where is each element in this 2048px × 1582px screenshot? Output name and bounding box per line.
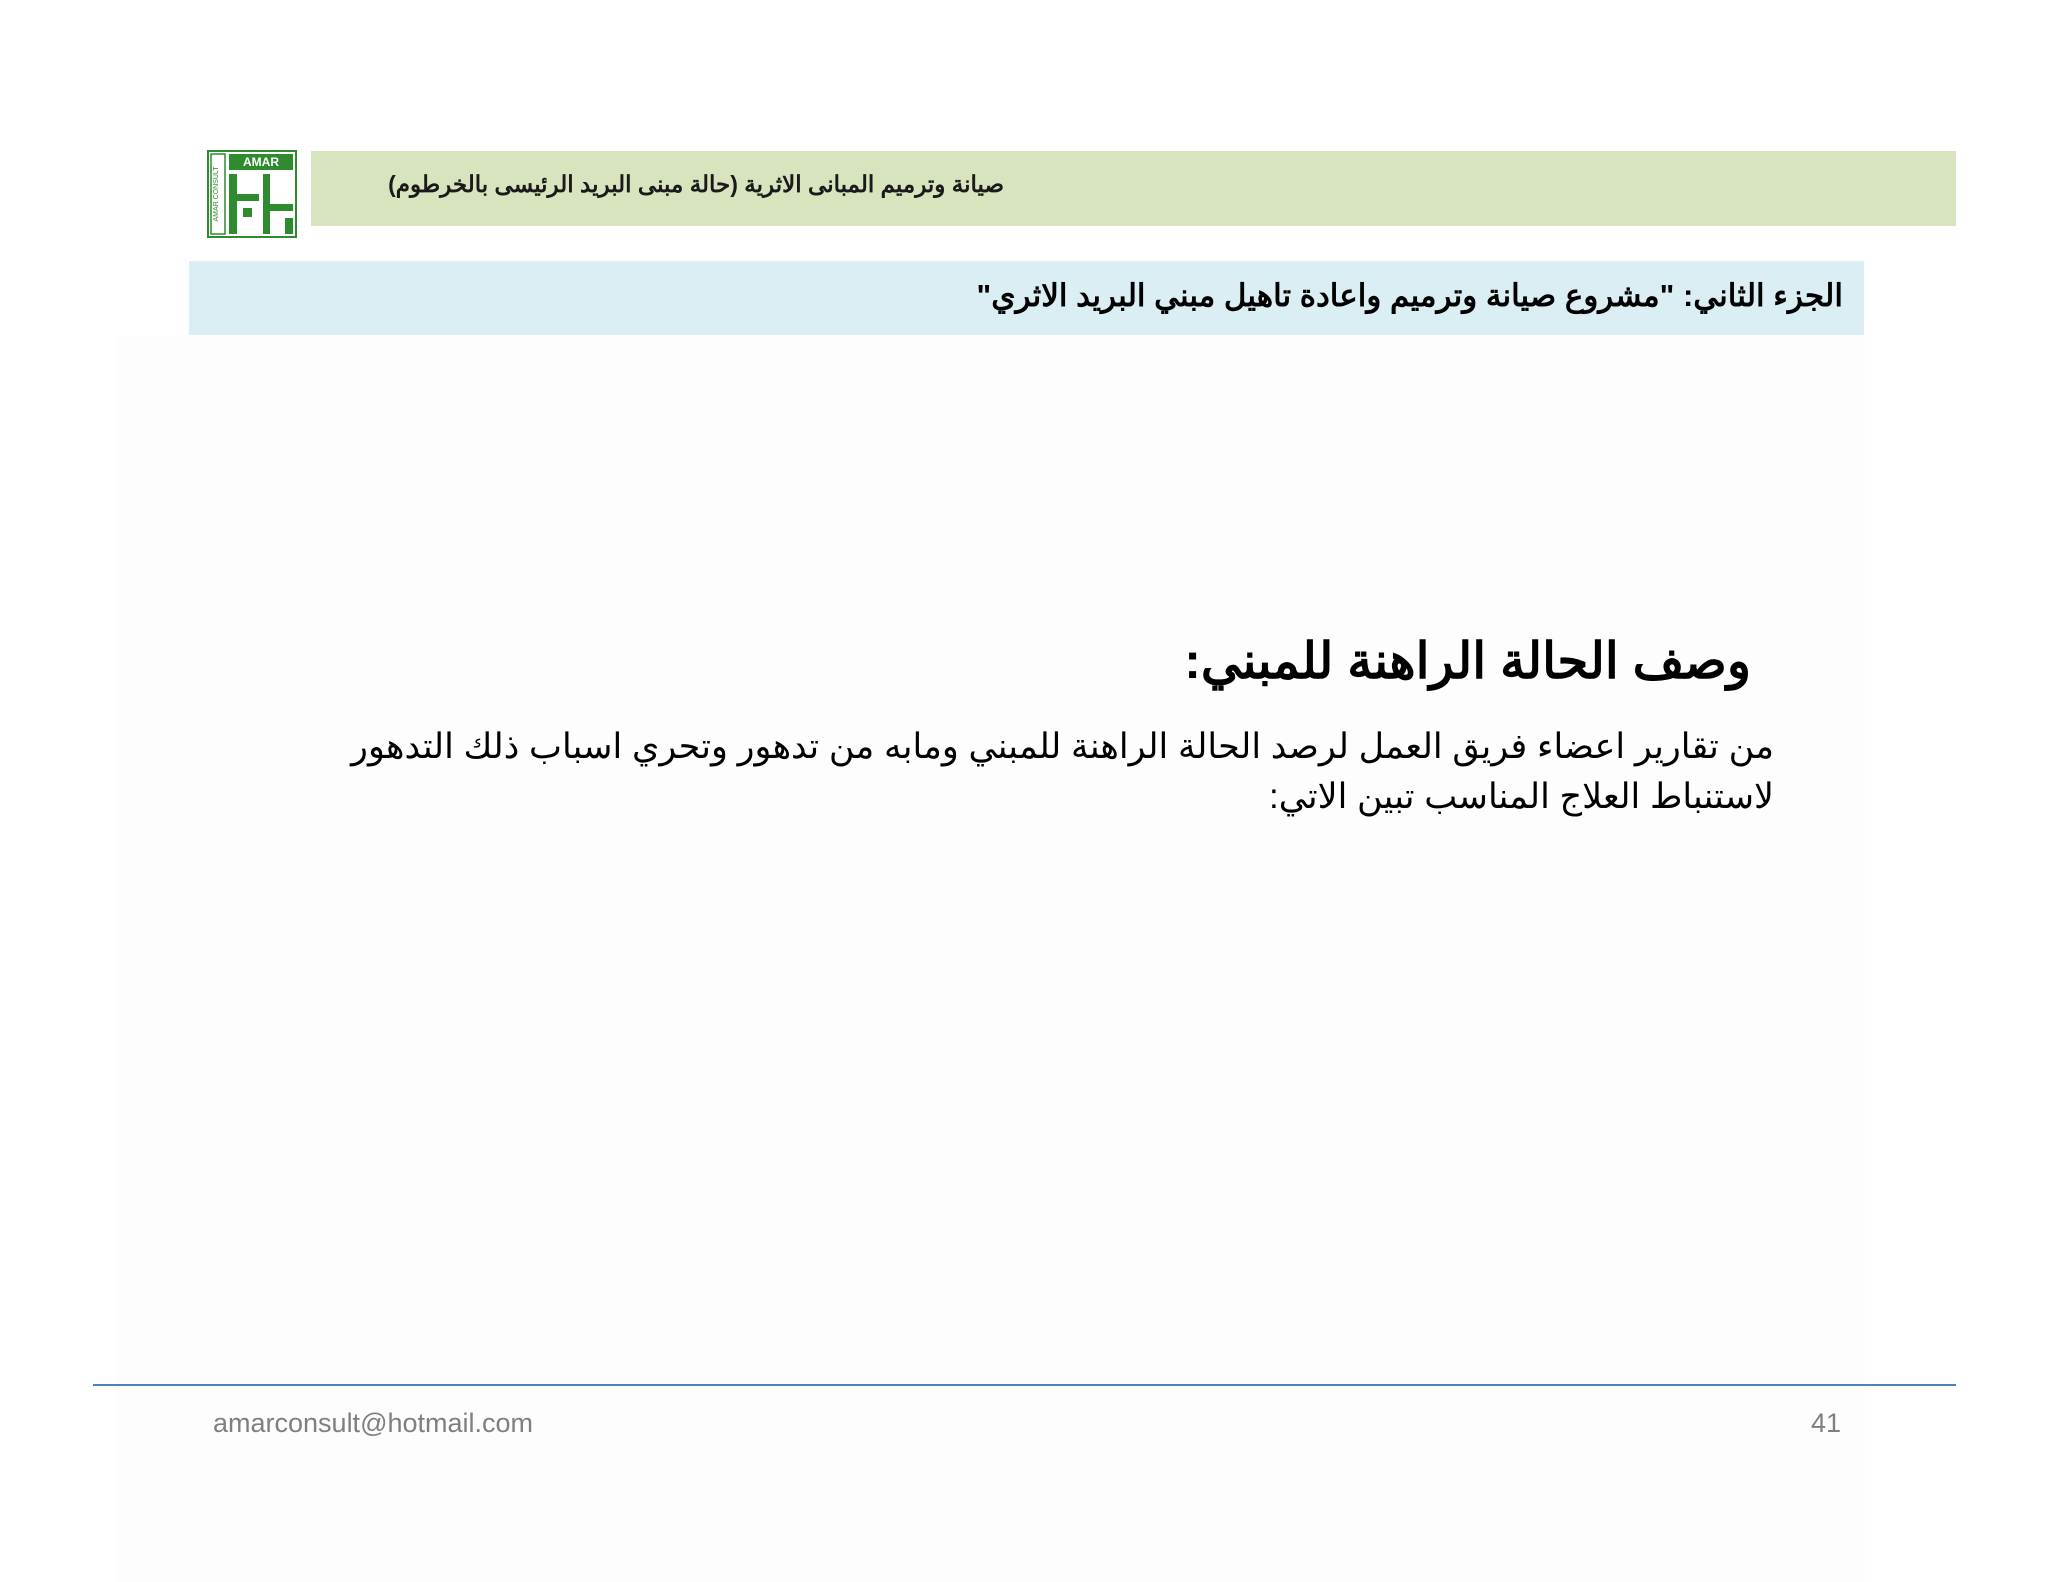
footer-divider <box>93 1384 1956 1386</box>
section-paragraph: من تقارير اعضاء فريق العمل لرصد الحالة الراهنة للمبني ومابه من تدهور وتحري اسباب ذلك التدهور لاستنباط العلاج المناسب تبين الاتي: <box>351 727 1774 816</box>
part-title: الجزء الثاني: "مشروع صيانة وترميم واعادة تاهيل مبني البريد الاثري" <box>976 278 1843 313</box>
page-number: 41 <box>1811 1408 1842 1438</box>
footer-email: amarconsult@hotmail.com <box>213 1408 534 1438</box>
svg-text:AMAR: AMAR <box>243 155 279 169</box>
amar-consult-logo <box>207 150 297 238</box>
section-heading: وصف الحالة الراهنة للمبني: <box>1184 633 1751 689</box>
svg-text:AMAR CONSULT: AMAR CONSULT <box>213 166 220 222</box>
document-title: صيانة وترميم المبانى الاثرية (حالة مبنى البريد الرئيسى بالخرطوم) <box>388 171 1004 197</box>
slide-background <box>115 336 1865 1582</box>
